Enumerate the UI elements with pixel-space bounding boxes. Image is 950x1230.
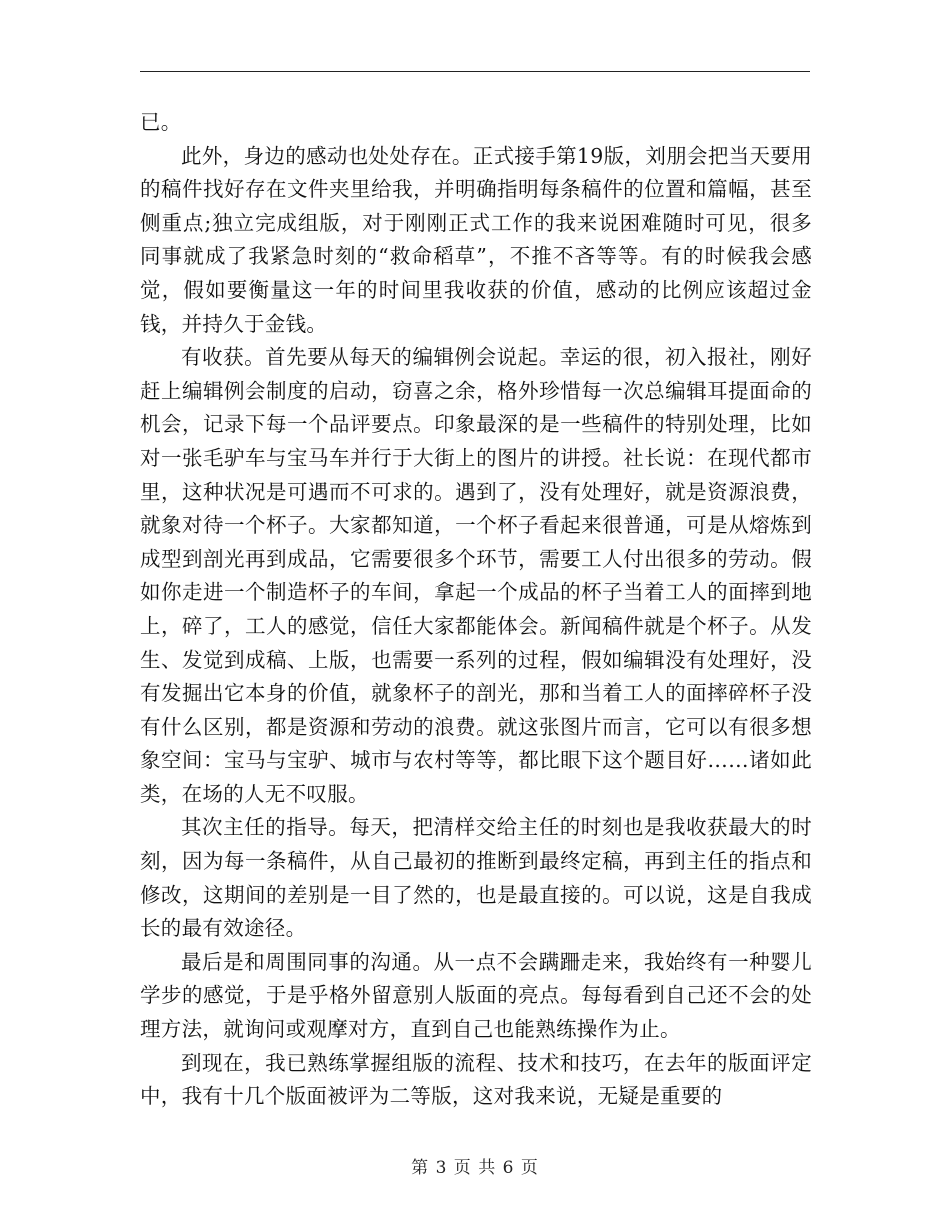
- paragraph-2: 此外，身边的感动也处处存在。正式接手第19版，刘朋会把当天要用的稿件找好存在文件夹里给我，并明确指明每条稿件的位置和篇幅，甚至侧重点;独立完成组版，对于刚刚正式工作的我来说困难随时可见，很多同事就成了我紧急时刻的“救命稻草”，不推不吝等等。有的时候我会感觉，假如要衡量这一年的时间里我收获的价值，感动的比例应该超过金钱，并持久于金钱。: [140, 143, 812, 336]
- paragraph-6: 到现在，我已熟练掌握组版的流程、技术和技巧，在去年的版面评定中，我有十几个版面被评为二等版，这对我来说，无疑是重要的: [140, 1050, 812, 1109]
- document-body: [140, 106, 812, 1114]
- paragraph-4: 其次主任的指导。每天，把清样交给主任的时刻也是我收获最大的时刻，因为每一条稿件，从自己最初的推断到最终定稿，再到主任的指点和修改，这期间的差别是一目了然的，也是最直接的。可以说，这是自我成长的最有效途径。: [140, 815, 812, 941]
- paragraph-5: 最后是和周围同事的沟通。从一点不会蹒跚走来，我始终有一种婴儿学步的感觉，于是乎格外留意别人版面的亮点。每每看到自己还不会的处理方法，就询问或观摩对方，直到自己也能熟练操作为止。: [140, 949, 812, 1042]
- paragraph-1: 已。: [140, 110, 182, 134]
- header-rule: [140, 71, 810, 72]
- paragraph-3: 有收获。首先要从每天的编辑例会说起。幸运的很，初入报社，刚好赶上编辑例会制度的启动，窃喜之余，格外珍惜每一次总编辑耳提面命的机会，记录下每一个品评要点。印象最深的是一些稿件的特别处理，比如对一张毛驴车与宝马车并行于大街上的图片的讲授。社长说：在现代都市里，这种状况是可遇而不可求的。遇到了，没有处理好，就是资源浪费，就象对待一个杯子。大家都知道，一个杯子看起来很普通，可是从熔炼到成型到剖光再到成品，它需要很多个环节，需要工人付出很多的劳动。假如你走进一个制造杯子的车间，拿起一个成品的杯子当着工人的面摔到地上，碎了，工人的感觉，信任大家都能体会。新闻稿件就是个杯子。从发生、发觉到成稿、上版，也需要一系列的过程，假如编辑没有处理好，没有发掘出它本身的价值，就象杯子的剖光，那和当着工人的面摔碎杯子没有什么区别，都是资源和劳动的浪费。就这张图片而言，它可以有很多想象空间：宝马与宝驴、城市与农村等等，都比眼下这个题目好……诸如此类，在场的人无不叹服。: [140, 345, 812, 806]
- page-number: 第 3 页 共 6 页: [411, 1158, 539, 1178]
